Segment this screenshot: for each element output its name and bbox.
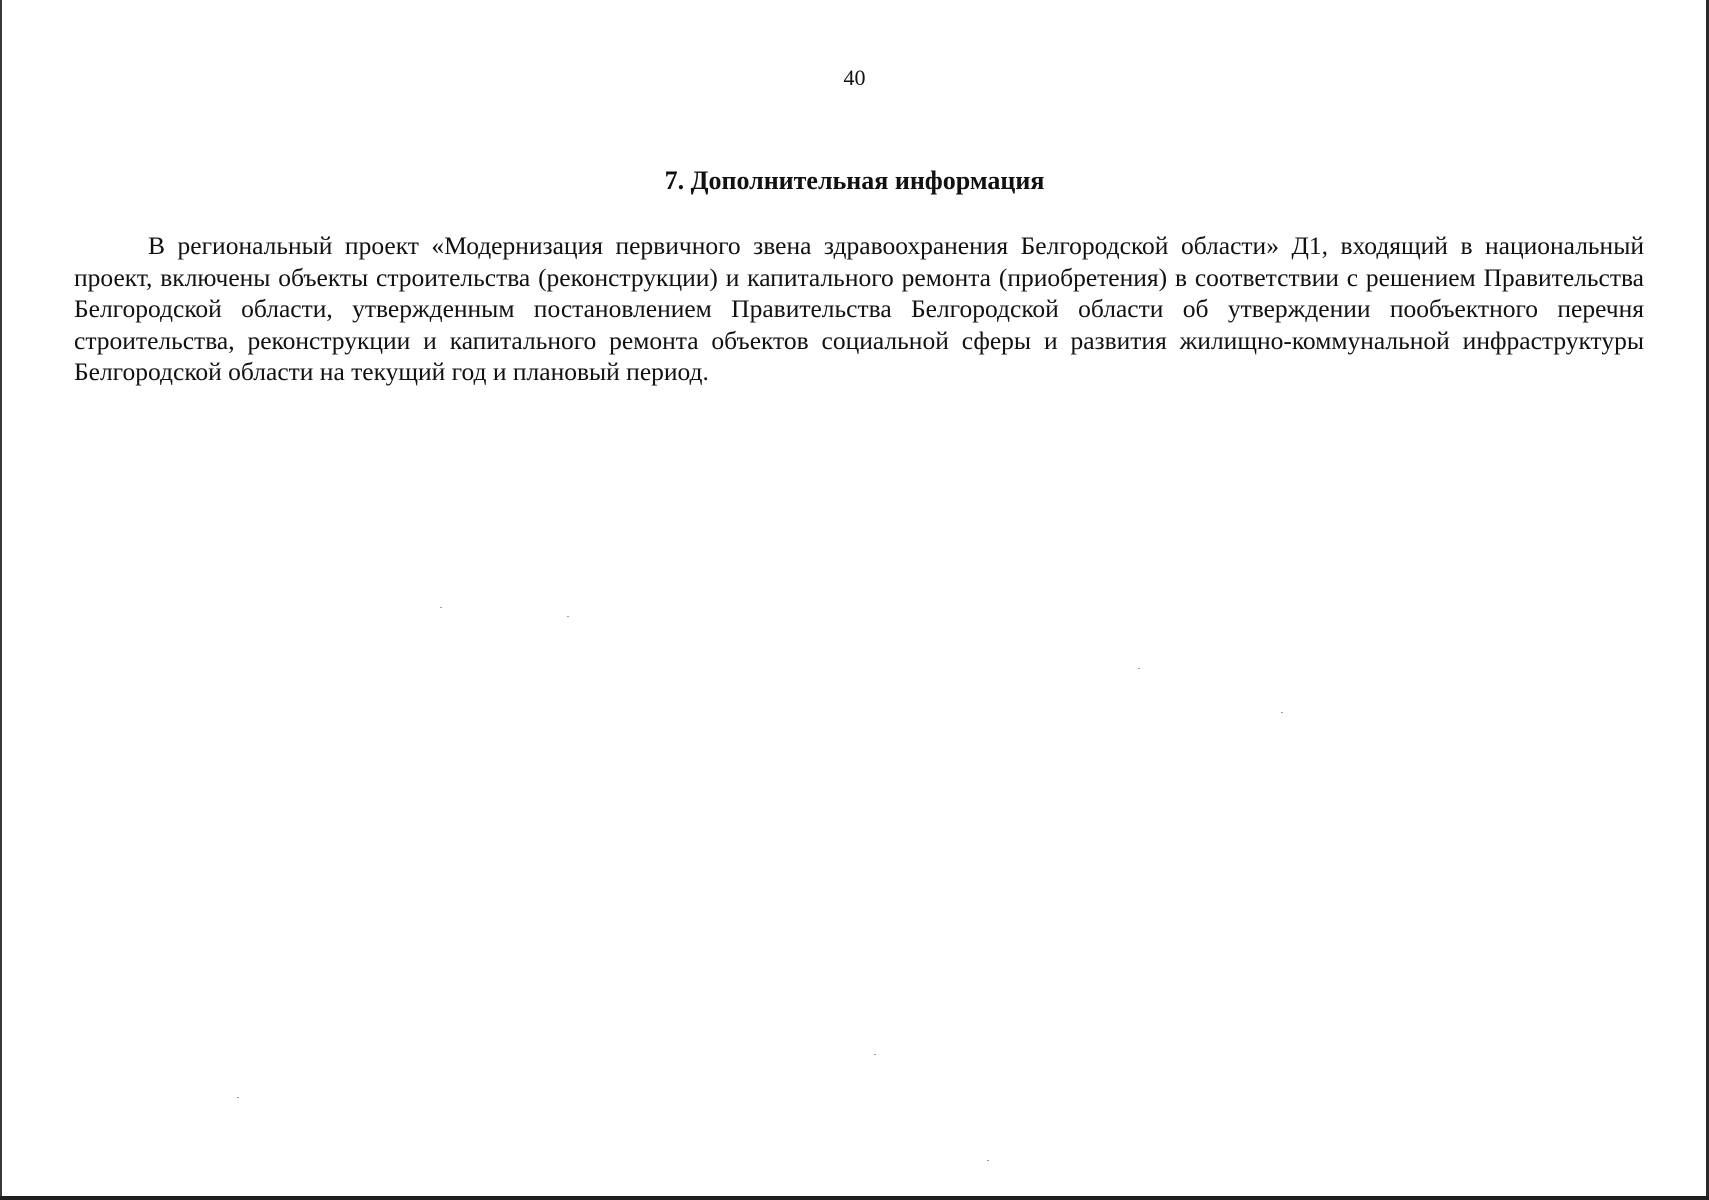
scan-edge-bottom	[0, 1196, 1709, 1200]
scan-speck	[237, 1097, 239, 1098]
scan-speck	[567, 616, 569, 617]
page-number: 40	[843, 65, 866, 90]
scan-speck	[1138, 668, 1140, 669]
scan-speck	[874, 1054, 876, 1055]
scan-speck	[1281, 712, 1283, 713]
body-paragraph: В региональный проект «Модернизация первичного звена здравоохранения Белгородской области» Д1, входящий в национальный проект, включены объекты строительства (реконструкции) и капитального ремонта (приобретения) в соответствии с решением Правительства Белгородской области, утвержденным постановлением Правительства Белгородской области об утверждении пообъектного перечня строительства, реконструкции и капитального ремонта объектов социальной сферы и развития жилищно-коммунальной инфраструктуры Белгородской области на текущий год и плановый период.	[74, 231, 1644, 386]
section-title: 7. Дополнительная информация	[664, 166, 1045, 195]
scan-speck	[440, 607, 442, 608]
scan-speck	[987, 1160, 989, 1161]
